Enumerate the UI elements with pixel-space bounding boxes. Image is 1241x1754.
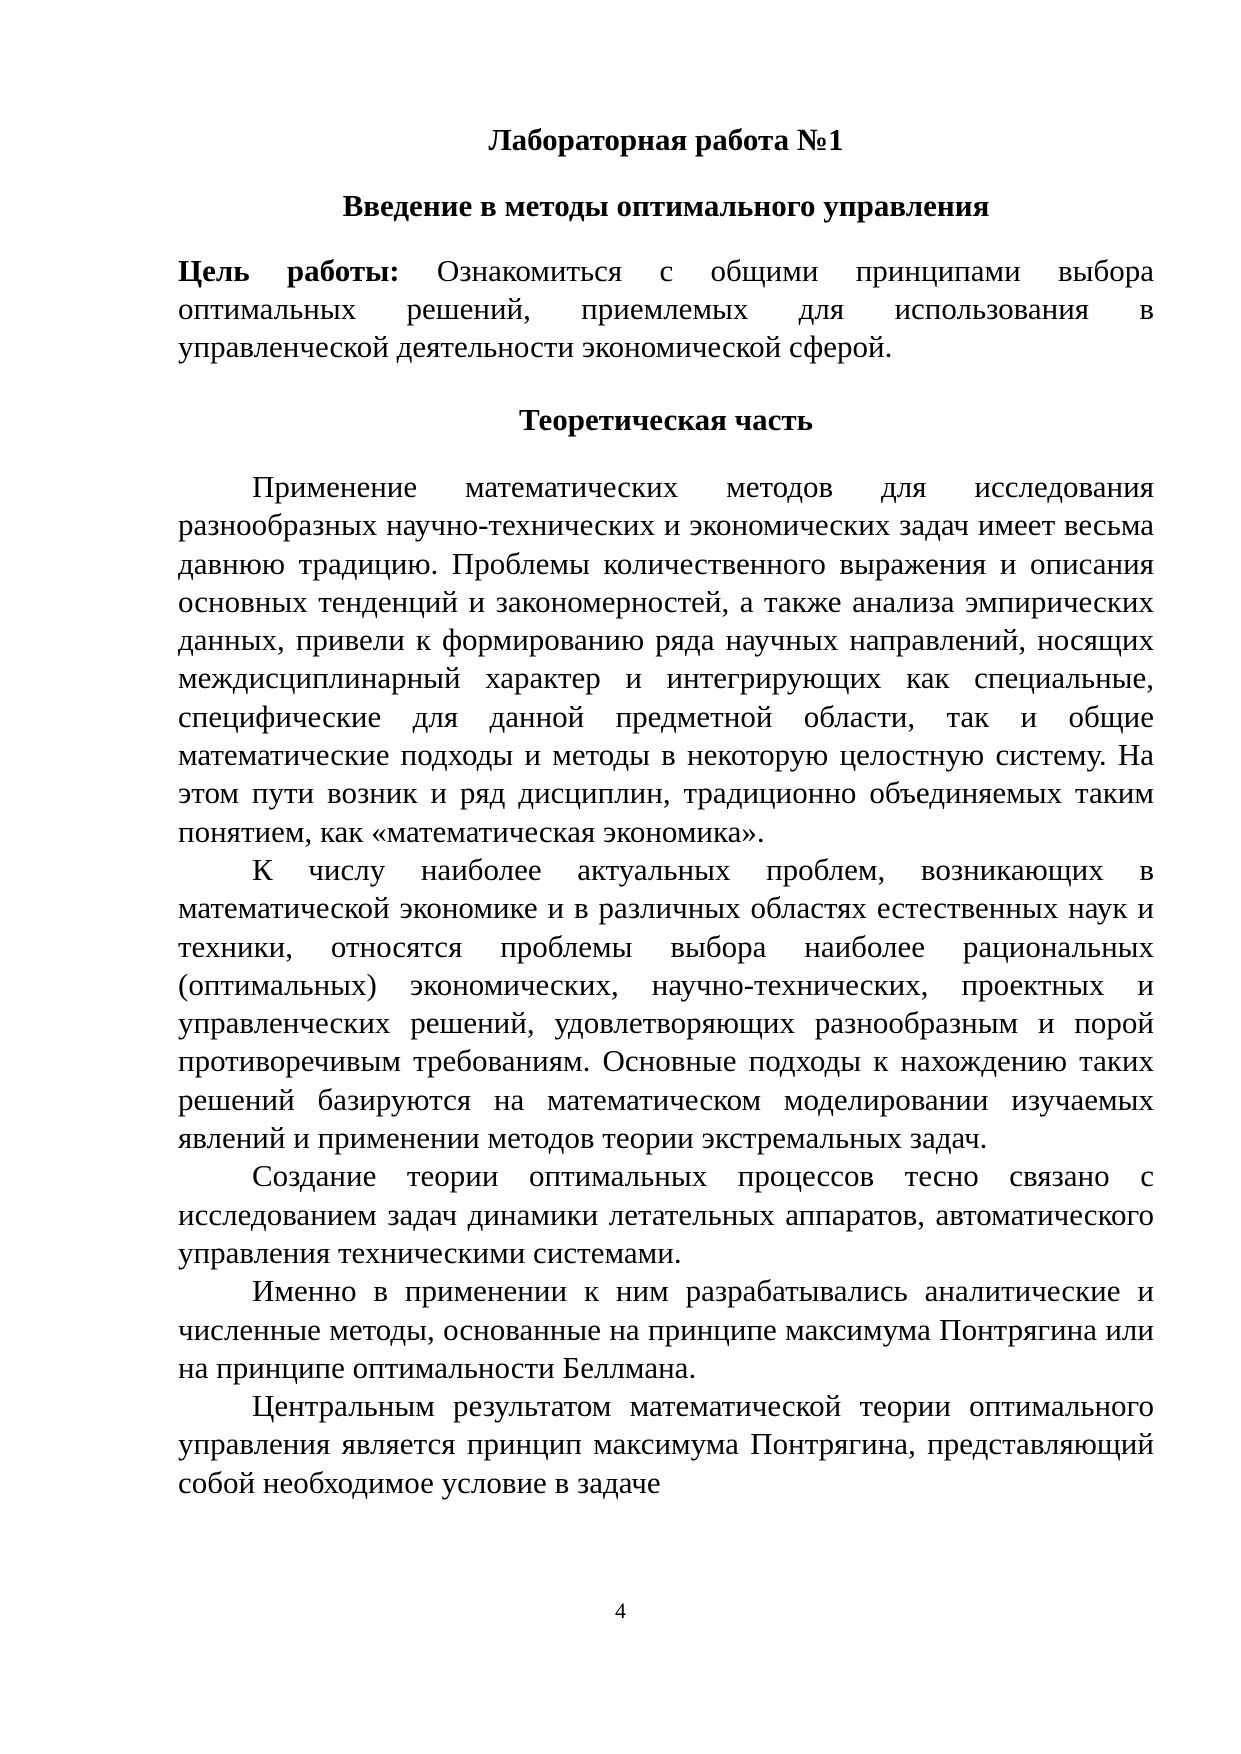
body-text (178, 468, 1154, 1502)
document-subtitle: Введение в методы оптимального управления (342, 188, 990, 223)
document-page (178, 108, 1154, 1502)
lab-title: Лабораторная работа №1 (488, 122, 844, 157)
paragraph: Центральным результатом математической теории оптимального управления является принцип максимума Понтрягина, представляющий собой необходимое условие в задаче (178, 1388, 1154, 1500)
goal-statement (178, 252, 1154, 366)
page-number: 4 (615, 1598, 626, 1623)
paragraph: Создание теории оптимальных процессов тесно связано с исследованием задач динамики летательных аппаратов, автоматического управления техническими системами. (178, 1158, 1154, 1270)
goal-label: Цель работы: (178, 253, 400, 288)
paragraph: К числу наиболее актуальных проблем, возникающих в математической экономике и в различных областях естественных наук и техники, относятся проблемы выбора наиболее рациональных (оптимальных) экономических, научно-технических, проектных и управленческих решений, удовлетворяющих разнообразным и порой противоречивым требованиям. Основные подходы к нахождению таких решений базируются на математическом моделировании изучаемых явлений и применении методов теории экстремальных задач. (178, 851, 1154, 1156)
paragraph: Именно в применении к ним разрабатывались аналитические и численные методы, основанные на принципе максимума Понтрягина или на принципе оптимальности Беллмана. (178, 1273, 1154, 1385)
goal-text: Ознакомиться с общими принципами выбора оптимальных решений, приемлемых для использования в управленческой деятельности экономической сферой. (178, 253, 1155, 364)
paragraph: Применение математических методов для исследования разнообразных научно-технических и экономических задач имеет весьма давнюю традицию. Проблемы количественного выражения и описания основных тенденций и закономерностей, а также анализа эмпирических данных, привели к формированию ряда научных направлений, носящих междисциплинарный характер и интегрирующих как специальные, специфические для данной предметной области, так и общие математические подходы и методы в некоторую целостную систему. На этом пути возник и ряд дисциплин, традиционно объединяемых таким понятием, как «математическая экономика». (178, 469, 1154, 849)
section-title: Теоретическая часть (518, 402, 813, 437)
